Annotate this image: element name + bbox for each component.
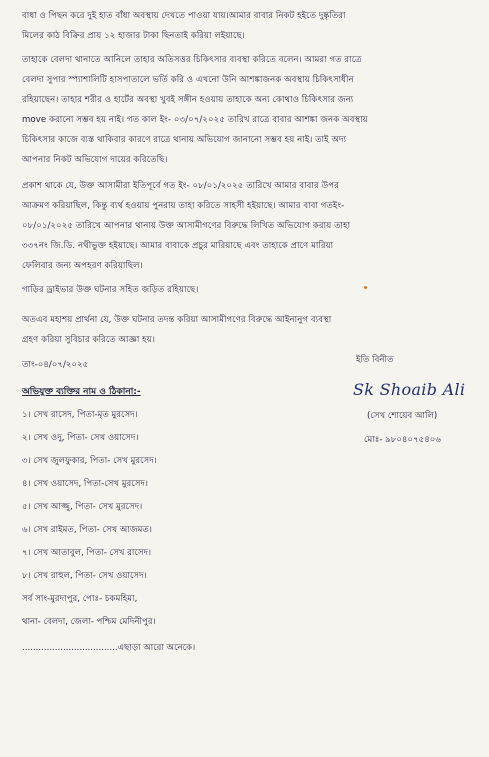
paragraph-previous-attack: প্রকাশ থাকে যে, উক্ত আসামীরা ইতিপূর্বে গত ইং- ০৮/০১/২০২৫ তারিখে আমার বাবার উপর আক্রমণ করিয়াছিল, কিন্তু ব্যর্থ হওয়ায় পুনরায় তাহা করিতে সাহসী হইয়াছে। আমার বাবা গতইং- ০৮/০১/২০২৫ তারিখে আপনার থানায় উক্ত আসামীগণের বিরুদ্ধে লিখিত অভিযোগ করায় তাহা ৩৩৭নং জি.ডি. নথীভুক্ত হইয়াছে। আমার বাবাকে প্রচুর মারিয়াছে এবং তাহাকে প্রাণে মারিয়া ফেলিবার জন্য অপহরণ করিয়াছিল। bbox=[22, 181, 351, 271]
list-item: ৩। সেখ জুলফুকার, পিতা- সেখ মুরসেদ। bbox=[22, 456, 157, 466]
address-village: সর্ব সাং-মুরদাপুর, পোঃ- চকমহিমা, bbox=[22, 594, 138, 604]
list-item: ৪। সেখ ওয়াসেদ, পিতা-সেখ মুরসেদ। bbox=[22, 479, 148, 489]
list-item: ২। সেখ ওদু, পিতা- সেখ ওয়াসেদ। bbox=[22, 433, 139, 443]
paragraph-driver: গাড়ির ড্রাইভার উক্ত ঘটনার সহিত জড়িত রহিয়াছে। bbox=[22, 285, 199, 295]
list-item: ৮। সেখ রাহুল, পিতা- সেখ ওয়াসেদ। bbox=[22, 571, 147, 581]
signatory-mobile: মোঃ- ৯৮০৪০৭৫৪০৬ bbox=[364, 435, 441, 445]
list-item: ৫। সেখ আজ্জু, পিতা- সেখ মুরসেদ। bbox=[22, 502, 143, 512]
list-item: ৬। সেখ রাইমত, পিতা- সেখ আজমত। bbox=[22, 525, 152, 535]
closing-text: ইতি বিনীত bbox=[356, 355, 394, 365]
list-item: ৭। সেখ আতাবুল, পিতা- সেখ রাসেদ। bbox=[22, 548, 152, 558]
ink-dot bbox=[364, 286, 367, 289]
accused-heading: অভিযুক্ত ব্যক্তির নাম ও ঠিকানা:- bbox=[22, 387, 141, 397]
handwritten-signature: Sk Shoaib Ali bbox=[353, 380, 466, 399]
list-item: ১। সেখ রাসেদ, পিতা-মৃত মুরসেদ। bbox=[22, 410, 138, 420]
address-district: থানা- বেলদা, জেলা- পশ্চিম মেদিনীপুর। bbox=[22, 617, 156, 627]
signatory-name: (সেখ শোয়েব আলি) bbox=[367, 411, 438, 421]
others-line: ...................................এছাড়া আরো অনেকে। bbox=[22, 643, 196, 653]
letter-date: তাং-০৪/০৭/২০২৫ bbox=[22, 360, 89, 370]
paragraph-prayer: অতএব মহাশয় প্রার্থনা যে, উক্ত ঘটনার তদন্ত করিয়া আসামীগণের বিরুদ্ধে আইনানুগ ব্যবস্থা গ্রহণ করিয়া সুবিচার করিতে আজ্ঞা হয়। bbox=[22, 315, 332, 345]
paragraph-robbery: বাধা ও পিছন করে দুই হাত বাঁধা অবস্থায় দেখতে পাওয়া যায়।আমার বাবার নিকট হইতে দুষ্কৃতিরা মিলের কাঠ বিক্রির প্রায় ১২ হাজার টাকা ছিনতাই করিয়া লইয়াছে। bbox=[22, 11, 346, 41]
paragraph-treatment: তাহাকে বেলদা থানাতে আনিলে তাহার অতিসত্তর চিকিৎসার ব্যবস্থা করিতে বলেন। আমরা গত রাত্রে বেলদা সুপার স্প্যাশালিটি হাসপাতালে ভর্তি করি ও এখনো উনি আশঙ্কাজনক অবস্থায় চিকিৎসাধীন রহিয়াছেন। তাহার শরীর ও হার্টের অবস্থা খুবই সঙ্গীন হওয়ায় তাহাকে অন্য কোথাও চিকিৎসার জন্য move করানো সম্ভব হয় নাই। গত কাল ইং- ০৩/০৭/২০২৫ তারিখ রাত্রে বাবার আশঙ্কা জনক অবস্থায় চিকিৎসার কাজে ব্যস্ত থাকিবার কারণে রাত্রে থানায় অভিযোগ জানানো সম্ভব হয় নাই। তাই অদ্য আপনার নিকট অভিযোগ দায়ের করিতেছি। bbox=[22, 55, 368, 165]
